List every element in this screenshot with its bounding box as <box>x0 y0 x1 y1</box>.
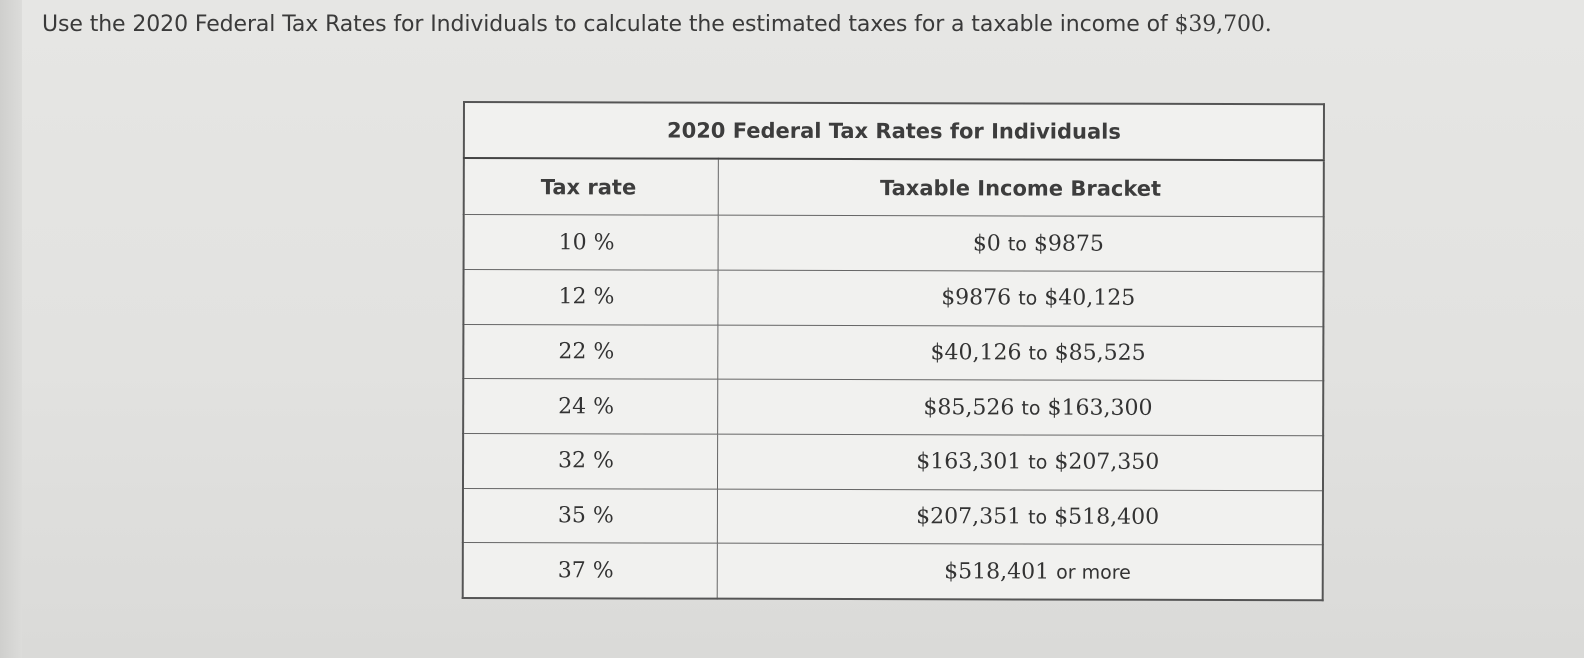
tax-table-container <box>462 101 1325 601</box>
bracket-low: $207,351 <box>916 504 1022 530</box>
bracket-cell <box>718 216 1324 272</box>
bracket-cell <box>717 270 1323 326</box>
bracket-joiner: or more <box>1056 561 1131 584</box>
bracket-low: $163,301 <box>916 449 1022 475</box>
bracket-high: $163,300 <box>1047 395 1153 421</box>
header-income-bracket: Taxable Income Bracket <box>718 158 1324 217</box>
table-title: 2020 Federal Tax Rates for Individuals <box>464 102 1324 160</box>
bracket-joiner: to <box>1028 342 1048 365</box>
table-header-row <box>464 158 1324 217</box>
bracket-low: $9876 <box>941 285 1012 311</box>
table-row <box>463 270 1323 327</box>
table-row <box>463 379 1323 436</box>
bracket-cell <box>717 325 1323 381</box>
tax-rates-table <box>462 101 1325 601</box>
bracket-low: $518,401 <box>944 558 1050 585</box>
bracket-cell <box>717 489 1323 545</box>
bracket-low: $0 <box>972 231 1001 257</box>
bracket-low: $85,526 <box>923 394 1015 421</box>
rate-cell: 12 % <box>463 270 717 325</box>
table-title-row <box>464 102 1324 160</box>
bracket-cell <box>717 379 1323 435</box>
bracket-cell <box>717 543 1323 600</box>
rate-cell: 32 % <box>463 433 717 488</box>
question-text <box>42 12 1272 37</box>
question-prefix: Use the 2020 Federal Tax Rates for Individuals to calculate the estimated taxes for a taxable income of <box>42 12 1175 37</box>
table-row <box>463 488 1323 545</box>
bracket-high: $85,525 <box>1054 340 1146 366</box>
page-edge <box>0 0 22 658</box>
rate-cell: 35 % <box>463 488 717 543</box>
bracket-high: $518,400 <box>1054 504 1160 530</box>
bracket-joiner: to <box>1028 506 1048 529</box>
table-row <box>464 215 1324 272</box>
table-row <box>463 543 1323 601</box>
rate-cell: 22 % <box>463 324 717 379</box>
rate-cell: 10 % <box>464 215 718 270</box>
bracket-low: $40,126 <box>930 340 1022 366</box>
bracket-high: $9875 <box>1033 231 1104 257</box>
table-row <box>463 433 1323 490</box>
rate-cell: 24 % <box>463 379 717 434</box>
bracket-joiner: to <box>1021 397 1041 420</box>
bracket-joiner: to <box>1018 287 1038 310</box>
bracket-joiner: to <box>1007 233 1027 256</box>
bracket-high: $40,125 <box>1044 285 1136 312</box>
bracket-joiner: to <box>1028 451 1048 474</box>
question-amount: $39,700. <box>1174 12 1272 37</box>
bracket-high: $207,350 <box>1054 449 1160 476</box>
header-tax-rate: Tax rate <box>464 158 718 216</box>
bracket-cell <box>717 434 1323 490</box>
rate-cell: 37 % <box>463 543 717 599</box>
table-row <box>463 324 1323 381</box>
